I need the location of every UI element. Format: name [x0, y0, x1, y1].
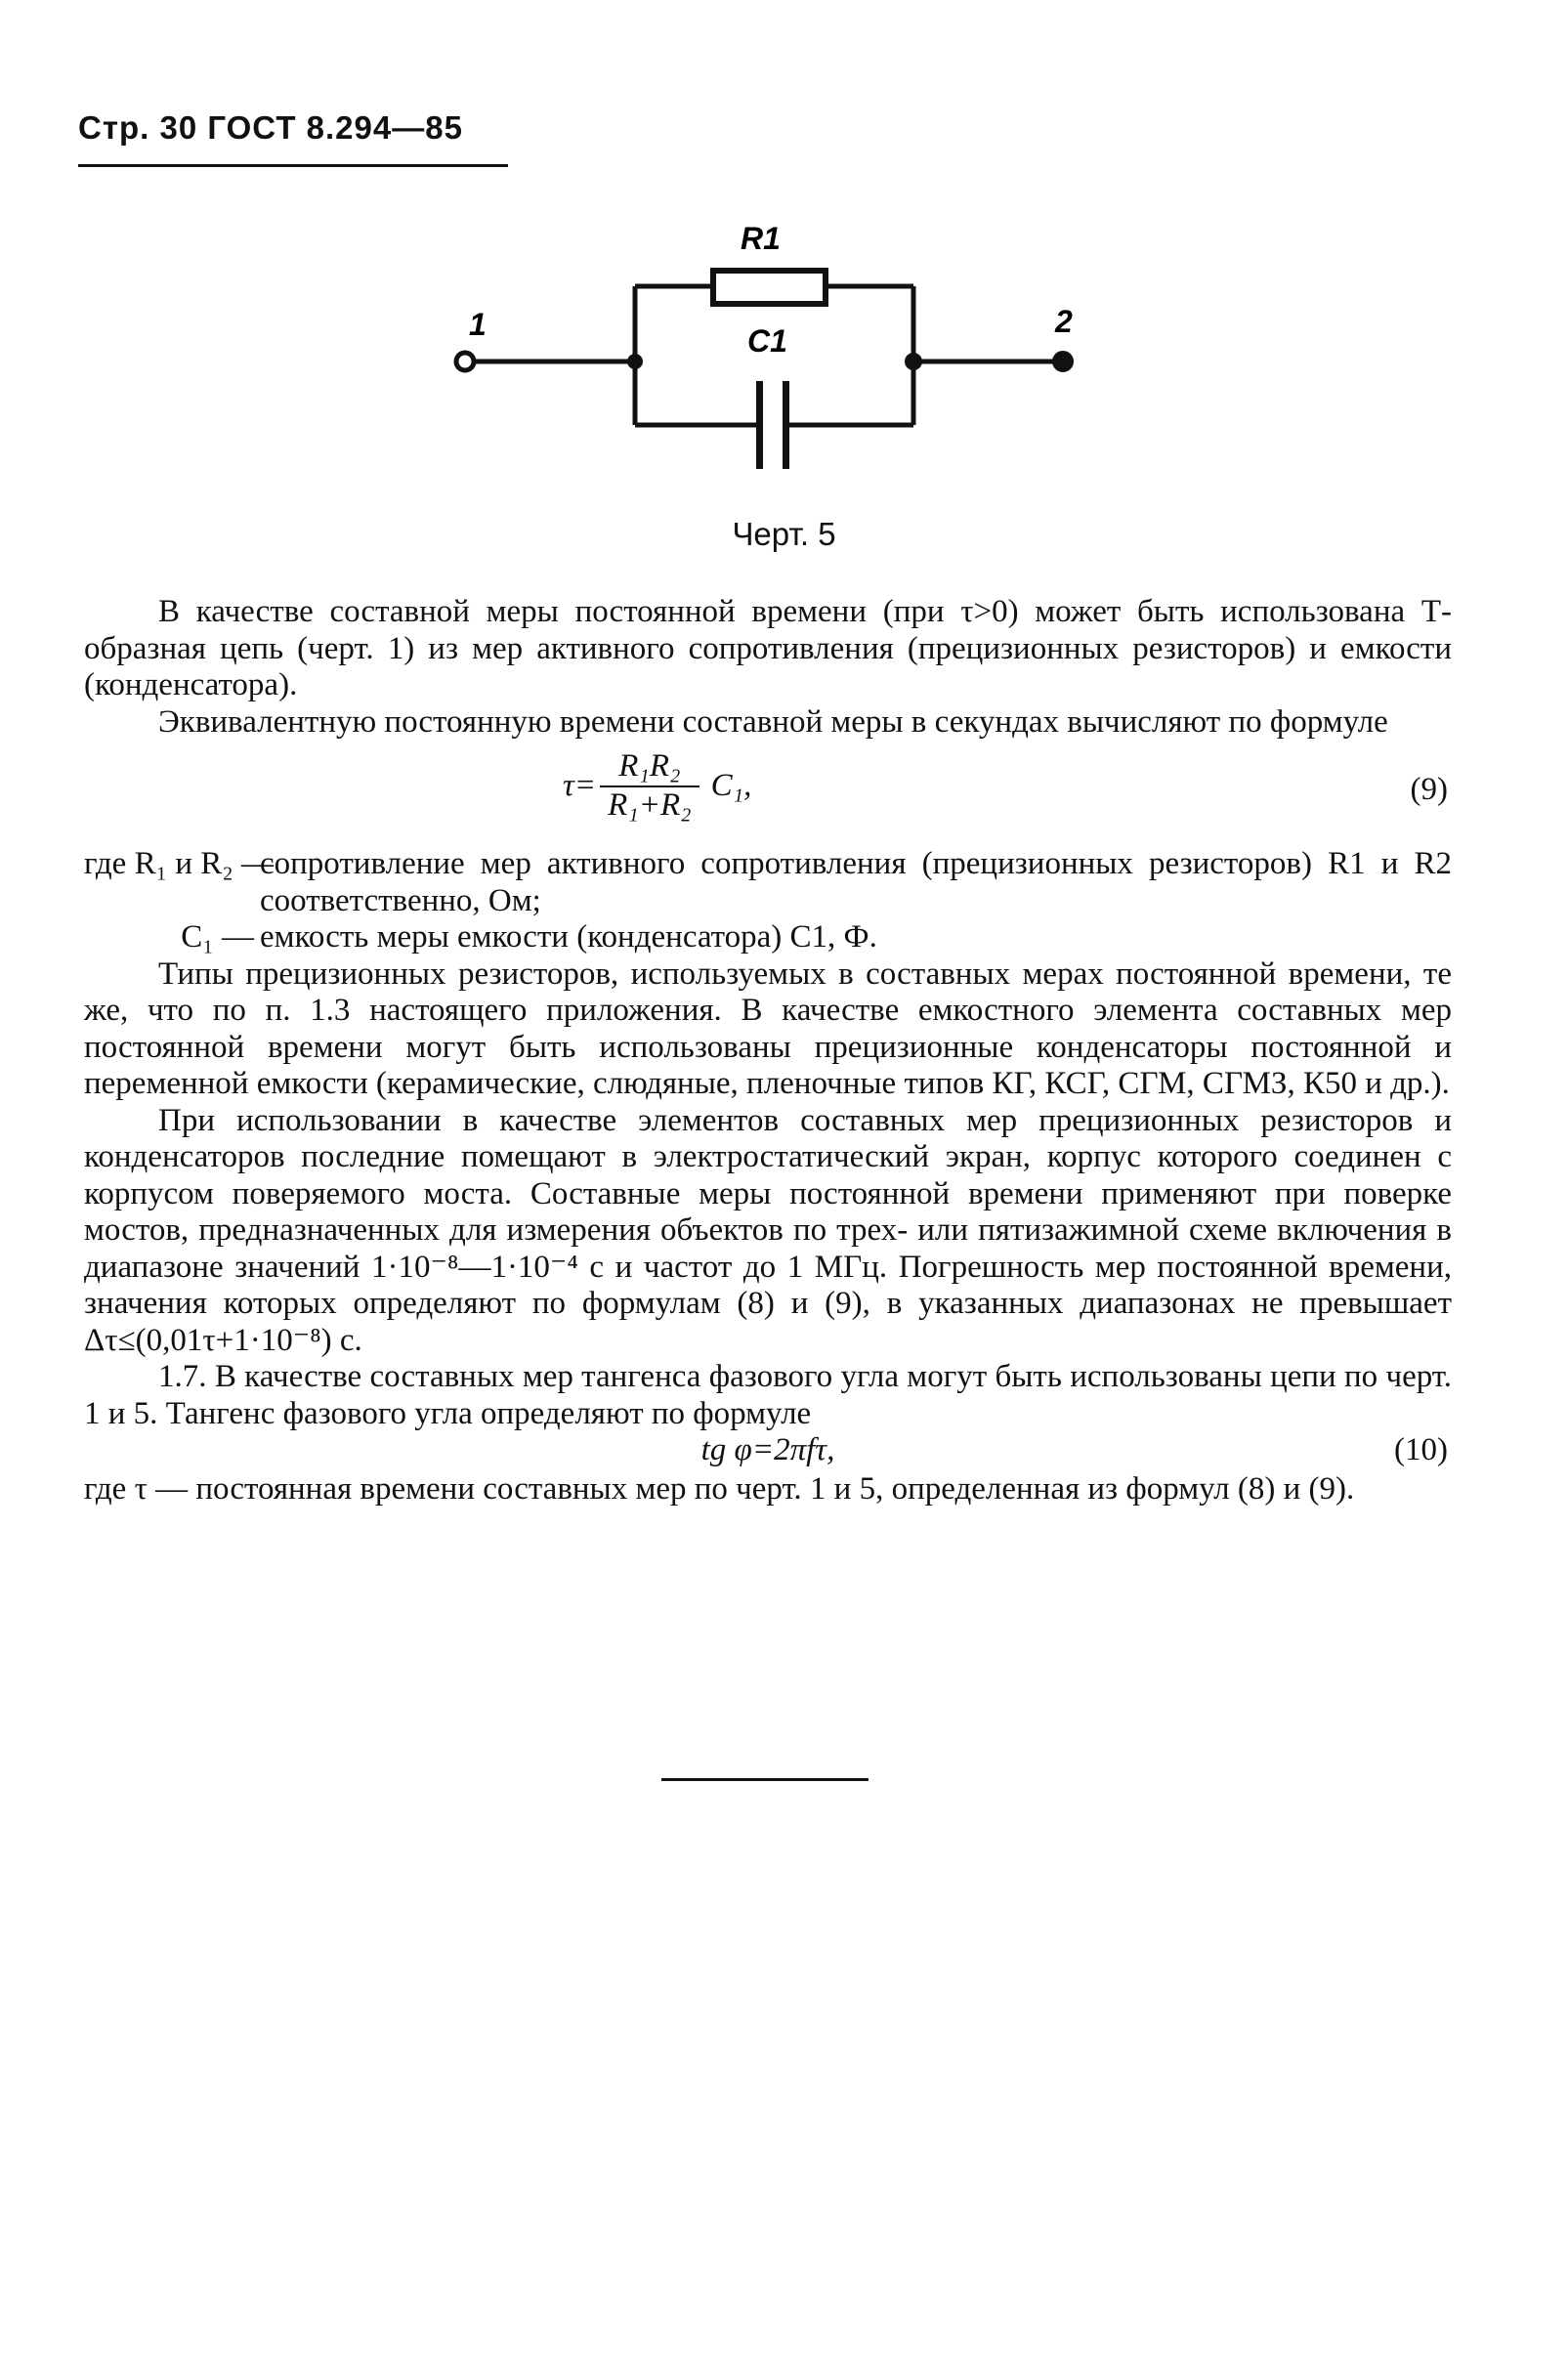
terminal-1-node [456, 353, 474, 370]
terminal-2-label: 2 [1055, 304, 1073, 339]
formula-denominator: R₁+R₂ [600, 786, 699, 825]
formula-numerator: R₁R₂ [618, 748, 681, 784]
capacitor-plate-left [756, 381, 763, 469]
where-paragraph: где τ — постоянная времени составных мер по черт. 1 и 5, определенная из формул (8) и (9). [84, 1471, 1355, 1507]
where-symbol: где R₁ и R₂ — [84, 846, 275, 881]
terminal-1-label: 1 [469, 307, 487, 342]
capacitor-plate-right [783, 381, 789, 469]
paragraph: Типы прецизионных резисторов, используемых в составных мерах постоянной времени, те же, что по п. 1.3 настоящего приложения. В качестве емкостного элемента составных мер постоянной времени могут быть использованы прецизионные конденсаторы постоянной и переменной емкости (керамические, слюдяные, пленочные типов КГ, КСГ, СГМ, СГМЗ, К50 и др.). [84, 955, 1452, 1101]
formula-10 [84, 1432, 1452, 1471]
page-header: Стр. 30 ГОСТ 8.294—85 [78, 109, 463, 146]
resistor-label: R1 [741, 221, 781, 256]
header-rule [78, 164, 508, 167]
formula-expression: tg φ=2πfτ, [700, 1432, 835, 1467]
paragraph: 1.7. В качестве составных мер тангенса фазового угла могут быть использованы цепи по черт. 1 и 5. Тангенс фазового угла определяют по формуле [84, 1359, 1452, 1431]
where-text: емкость меры емкости (конденсатора) C1, Ф. [260, 919, 877, 955]
terminal-2-node [1054, 353, 1072, 370]
paragraph: При использовании в качестве элементов составных мер прецизионных резисторов и конденсаторов последние помещают в электростатический экран, корпус которого соединен с корпусом поверяемого моста. Составные меры постоянной времени применяют при поверке мостов, предназначенных для измерения объектов по трех- или пятизажимной схеме включения в диапазоне значений 1·10⁻⁸—1·10⁻⁴ с и частот до 1 МГц. Погрешность мер постоянной времени, значения которых определяют по формулам (8) и (9), в указанных диапазонах не превышает Δτ≤(0,01τ+1·10⁻⁸) с. [84, 1102, 1452, 1358]
capacitor-label: C1 [747, 323, 787, 359]
document-body [84, 594, 1452, 1508]
where-row [84, 919, 1452, 956]
paragraph: В качестве составной меры постоянной времени (при τ>0) может быть использована Т-образная цепь (черт. 1) из мер активного сопротивления (прецизионных резисторов) и емкости (конденсатора). [84, 594, 1452, 702]
where-text: сопротивление мер активного сопротивления (прецизионных резисторов) R1 и R2 соответственно, Ом; [260, 846, 1452, 918]
formula-lhs: τ= [563, 767, 597, 803]
junction-right [905, 353, 922, 370]
where-row [84, 846, 1452, 919]
junction-left [627, 354, 643, 369]
paragraph: Эквивалентную постоянную времени составной меры в секундах вычисляют по формуле [158, 703, 1388, 740]
footer-rule [661, 1778, 869, 1781]
circuit-diagram [430, 210, 1133, 484]
where-symbol: C₁ — [181, 919, 254, 955]
formula-fraction [600, 748, 699, 824]
formula-number: (9) [1410, 772, 1448, 807]
formula-rhs: C₁, [710, 767, 752, 803]
formula-number: (10) [1394, 1432, 1448, 1467]
figure-caption: Черт. 5 [732, 516, 836, 552]
formula-9 [84, 743, 1452, 844]
resistor-r1 [713, 271, 826, 304]
